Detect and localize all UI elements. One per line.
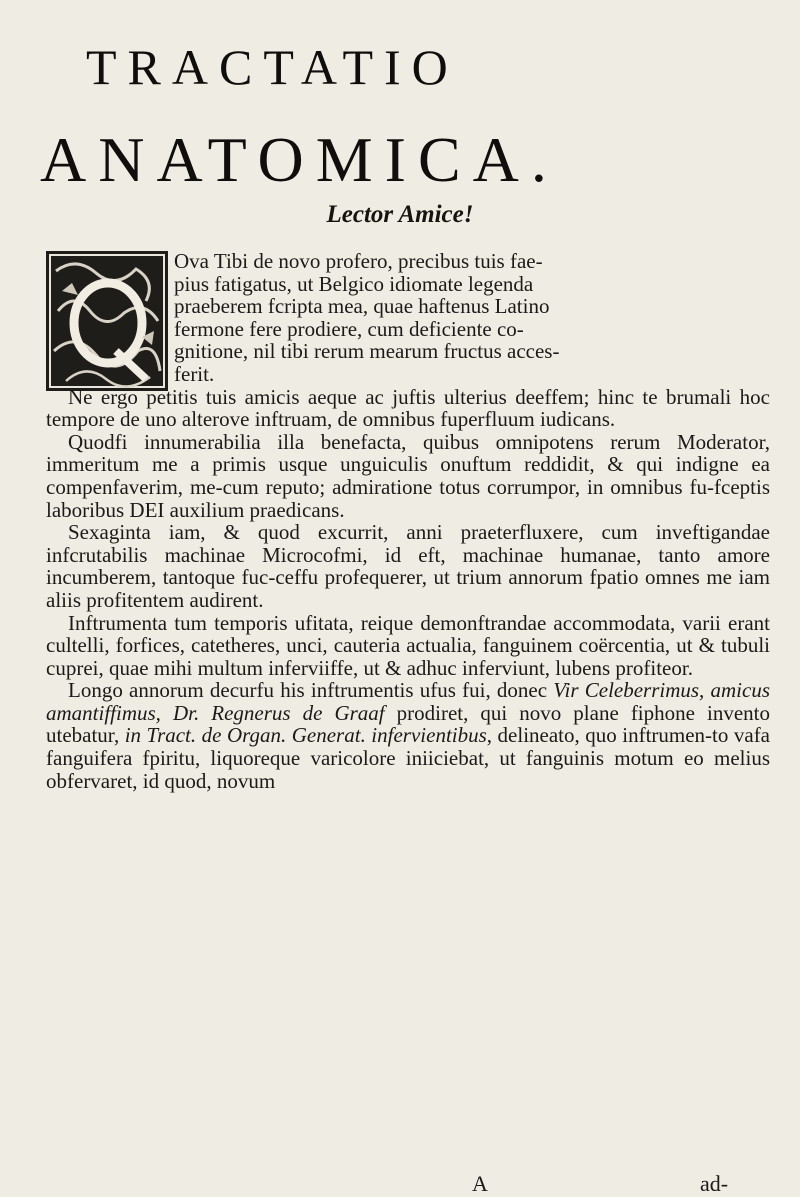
paragraph-4: Sexaginta iam, & quod excurrit, anni praeterfluxere, cum inveftigandae infcrutabilis machinae Microcofmi, id eft, machinae humanae, tanto amore incumberem, tantoque fuc-ceffu profequerer, ut trium annorum fpatio omnes me iam aliis profitentem audirent. — [46, 520, 770, 612]
paragraph-1 — [174, 250, 770, 386]
title-line-1: TRACTATIO — [86, 39, 459, 95]
signature-mark: A — [472, 1171, 488, 1196]
paragraph-6-text-b: prodiret, qui novo plane fiphone invento utebatur, — [46, 700, 770, 748]
paragraph-3: Quodfi innumerabilia illa benefacta, quibus omnipotens rerum Moderator, immeritum me a primis usque unguiculis onuftum reddidit, & qui indigne ea compenfaverim, me-cum reputo; admiratione totus corrumpor, in omnibus fu-fceptis laboribus DEI auxilium praedicans. — [46, 429, 770, 522]
body-text — [46, 250, 770, 792]
paragraph-1-line: fermone fere prodiere, cum deficiente co- — [174, 316, 524, 341]
salutation: Lector Amice! — [326, 201, 474, 228]
paragraph-6 — [46, 679, 770, 792]
paragraph-6-italic-name: Vir Celeberrimus, amicus amantiffimus, Dr. Regnerus de Graaf — [46, 678, 771, 725]
paragraph-6-text-a: Longo annorum decurfu his inftrumentis ufus fui, donec — [68, 678, 548, 703]
paragraph-1-line: Ova Tibi de novo profero, precibus tuis fae- — [174, 249, 543, 273]
paragraph-1-line: gnitione, nil tibi rerum mearum fructus acces- — [174, 339, 560, 364]
title-line-2: ANATOMICA. — [40, 124, 559, 195]
paragraph-6-italic-citation: in Tract. de Organ. Generat. infervientibus — [124, 723, 487, 748]
paragraph-1-line: pius fatigatus, ut Belgico idiomate legenda — [174, 271, 534, 296]
paragraph-1-line: ferit. — [174, 361, 215, 386]
paragraph-6-text-c: , delineato, quo inftrumen-to vafa fanguifera fpiritu, liquoreque varicolore iniiciebat, ut fanguinis motum eo melius obfervaret, id quod, novum — [46, 723, 771, 793]
paragraph-5: Inftrumenta tum temporis ufitata, reique demonftrandae accommodata, varii erant cultelli, forfices, catetheres, unci, cauteria actualia, fanguinem coërcentia, ut & tubuli cuprei, quae mihi multum inferviiffe, ut & adhuc inferviunt, lubens profiteor. — [46, 610, 770, 680]
paragraph-2: Ne ergo petitis tuis amicis aeque ac juftis ulterius deeffem; hinc te brumali hoc tempore de uno alterove inftruam, de omnibus fuperfluum iudicans. — [46, 384, 770, 432]
catchword: ad- — [700, 1171, 729, 1196]
paragraph-1-line: praeberem fcripta mea, quae haftenus Latino — [174, 294, 550, 319]
